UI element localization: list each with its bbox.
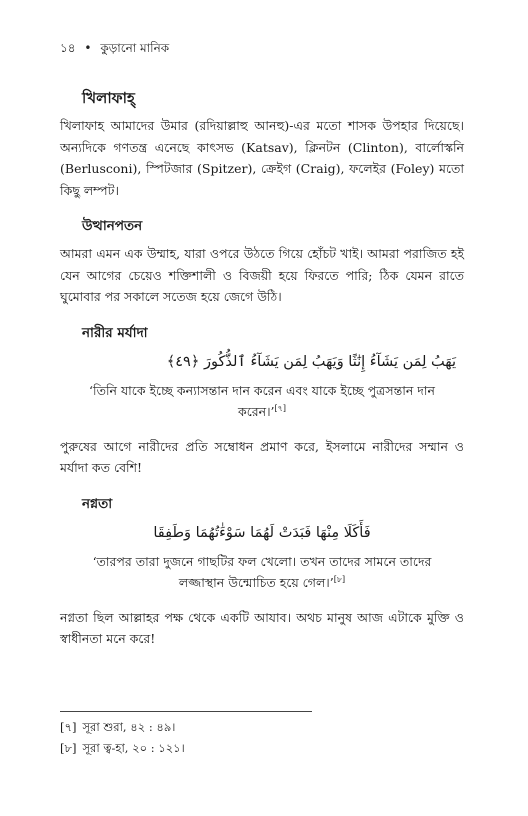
running-header xyxy=(60,40,169,60)
footnote-divider xyxy=(60,711,312,712)
section-narir-morjada xyxy=(60,323,464,479)
footnote-number: [৮] xyxy=(60,741,77,755)
footnote-ref: [৮] xyxy=(333,574,346,584)
arabic-verse: يَهَبُ لِمَن يَشَآءُ إِنَٰثًا وَيَهَبُ لِمَن يَشَآءُ ٱلذُّكُورَ ﴿٤٩﴾ xyxy=(166,353,456,370)
footnote-ref: [৭] xyxy=(274,403,286,413)
book-title: কুড়ানো মানিক xyxy=(100,41,170,55)
page-number: ১৪ xyxy=(60,41,76,55)
footnotes xyxy=(60,717,185,759)
section-heading: নারীর মর্যাদা xyxy=(82,324,148,341)
page-content xyxy=(60,88,464,665)
verse-translation xyxy=(68,551,456,593)
section-heading: নগ্নতা xyxy=(82,495,113,512)
section-heading: উত্থানপতন xyxy=(82,218,143,234)
footnote xyxy=(60,717,185,738)
footnote-text: সূরা ত্ব-হা, ২০ : ১২১। xyxy=(82,741,185,755)
footnote-text: সূরা শুরা, ৪২ : ৪৯। xyxy=(82,720,176,734)
section-paragraph: খিলাফাহ আমাদের উমার (রদিয়াল্লাহু আনহু)-এর মতো শাসক উপহার দিয়েছে। অন্যদিকে গণতন্ত্র এনেছে কাৎসভ (Katsav), ক্লিনটন (Clinton), বার্লোস্কনি (Berlusconi), স্পিটজার (Spitzer), ক্রেইগ (Craig), ফলেইর (Foley) মতো কিছু লম্পট। xyxy=(60,118,464,198)
section-paragraph: নগ্নতা ছিল আল্লাহর পক্ষ থেকে একটি আযাব। অথচ মানুষ আজ এটাকে মুক্তি ও স্বাধীনতা মনে করে! xyxy=(60,609,464,646)
header-bullet: • xyxy=(84,41,92,55)
section-paragraph: পুরুষের আগে নারীদের প্রতি সম্বোধন প্রমাণ করে, ইসলামে নারীদের সম্মান ও মর্যাদা কত বেশি! xyxy=(60,438,464,475)
arabic-verse: فَأَكَلَا مِنْهَا فَبَدَتْ لَهُمَا سَوْءَٰتُهُمَا وَطَفِقَا xyxy=(153,524,371,541)
section-uththanpotan xyxy=(60,216,464,308)
footnote xyxy=(60,738,185,759)
footnote-number: [৭] xyxy=(60,720,77,734)
section-heading: খিলাফাহ্ xyxy=(82,89,135,107)
section-paragraph: আমরা এমন এক উম্মাহ, যারা ওপরে উঠতে গিয়ে হোঁচট খাই। আমরা পরাজিত হই যেন আগের চেয়েও শক্তিশালী ও বিজয়ী হয়ে ফিরতে পারি; ঠিক যেমন রাতে ঘুমোবার পর সকালে সতেজ হয়ে জেগে উঠি। xyxy=(60,246,464,304)
translation-text: ‘তারপর তারা দুজনে গাছটির ফল খেলো। তখন তাদের সামনে তাদের লজ্জাস্থান উন্মোচিত হয়ে গেল।’ xyxy=(92,553,432,590)
verse-translation xyxy=(68,380,456,422)
section-khilafah xyxy=(60,88,464,201)
section-nognota xyxy=(60,494,464,650)
translation-text: ‘তিনি যাকে ইচ্ছে কন্যাসন্তান দান করেন এবং যাকে ইচ্ছে পুত্রসন্তান দান করেন।’ xyxy=(89,382,435,419)
